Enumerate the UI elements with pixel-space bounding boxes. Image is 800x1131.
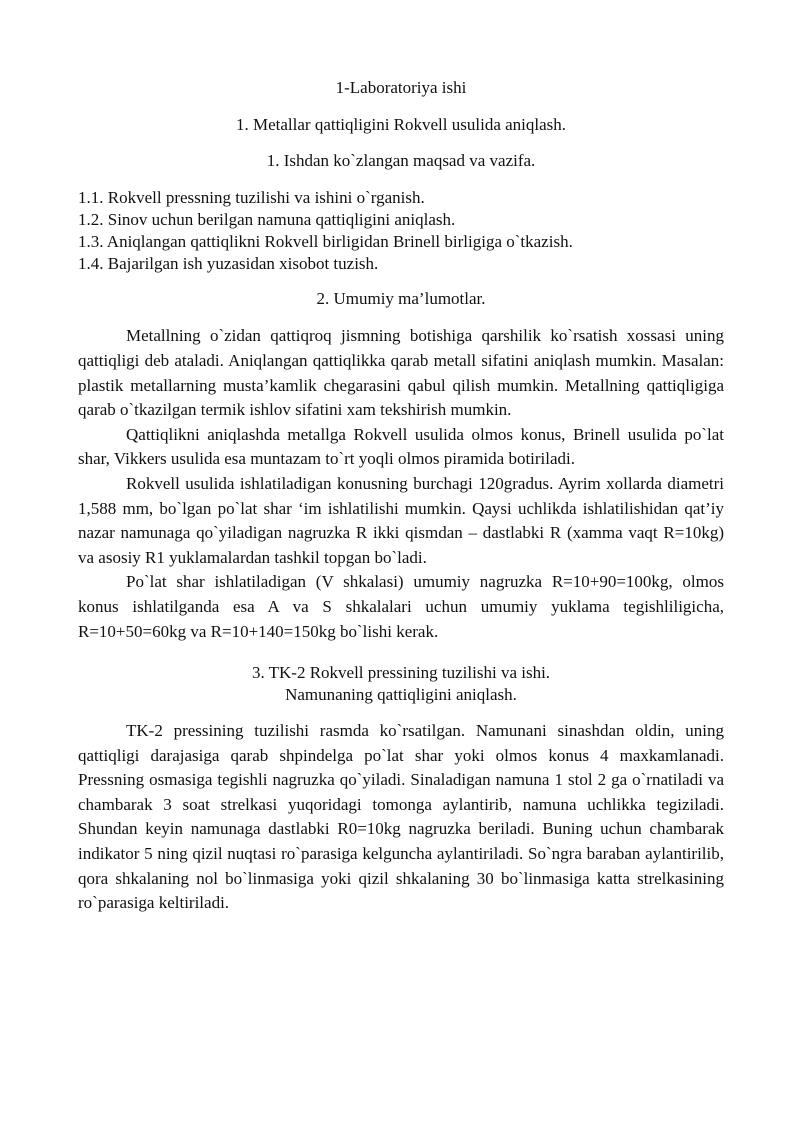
section2-paragraph: Qattiqlikni aniqlashda metallga Rokvell usulida olmos konus, Brinell usulida po`lat shar, Vikkers usulida esa muntazam to`rt yoqli olmos piramida botiriladi. bbox=[78, 424, 724, 469]
section1-title: 1. Ishdan ko`zlangan maqsad va vazifa. bbox=[266, 151, 536, 171]
section3-title-line2: Namunaning qattiqligini aniqlash. bbox=[285, 685, 517, 705]
topic-title: 1. Metallar qattiqligini Rokvell usulida aniqlash. bbox=[235, 114, 567, 134]
objective-item: 1.2. Sinov uchun berilgan namuna qattiqligini aniqlash. bbox=[78, 209, 456, 229]
lab-title: 1-Laboratoriya ishi bbox=[335, 78, 467, 97]
document-page bbox=[78, 76, 724, 916]
section3-title-line1: 3. TK-2 Rokvell pressining tuzilishi va ishi. bbox=[251, 663, 551, 683]
section3-title bbox=[78, 662, 724, 706]
section2-paragraph: Metallning o`zidan qattiqroq jismning botishiga qarshilik ko`rsatish xossasi uning qattiqligi deb ataladi. Aniqlangan qattiqlikka qarab metall sifatini aniqlash mumkin. Masalan: plastik metallarning musta’kamlik chegarasini qabul qilish mumkin. Metallning qattiqligiga qarab o`tkazilgan termik ishlov sifatini xam tekshirish mumkin. bbox=[78, 326, 724, 420]
objective-item: 1.3. Aniqlangan qattiqlikni Rokvell birligidan Brinell birligiga o`tkazish. bbox=[78, 231, 573, 251]
section3-paragraph: TK-2 pressining tuzilishi rasmda ko`rsatilgan. Namunani sinashdan oldin, uning qattiqligi darajasiga qarab shpindelga po`lat shar yoki olmos konus 4 maxkamlanadi. Pressning osmasiga tegishli nagruzka qo`yiladi. Sinaladigan namuna 1 stol 2 ga o`rnatiladi va chambarak 3 soat strelkasi yuqoridagi tomonga aylantirib, namuna uchlikka tegiziladi. Shundan keyin namunaga dastlabki R0=10kg nagruzka beriladi. Buning uchun chambarak indikator 5 ning qizil nuqtasi ro`parasiga kelguncha aylantiriladi. So`ngra baraban aylantirilib, qora shkalaning nol bo`linmasiga yoki qizil shkalaning 30 bo`linmasiga katta strelkasining ro`parasiga keltiriladi. bbox=[78, 721, 724, 913]
section2-paragraph: Rokvell usulida ishlatiladigan konusning burchagi 120gradus. Ayrim xollarda diametri 1,588 mm, bo`lgan po`lat shar ‘im ishlatilishi mumkin. Qaysi uchlikda ishlatilishidan qat’iy nazar namunaga qo`yiladigan nagruzka R ikki qismdan – dastlabki R (xamma vaqt R=10kg) va asosiy R1 yuklamalardan tashkil topgan bo`ladi. bbox=[78, 473, 724, 567]
section2-paragraph: Po`lat shar ishlatiladigan (V shkalasi) umumiy nagruzka R=10+90=100kg, olmos konus ishlatilganda esa A va S shkalalari uchun umumiy yuklama tegishliligicha, R=10+50=60kg va R=10+140=150kg bo`lishi kerak. bbox=[78, 572, 724, 641]
objective-item: 1.4. Bajarilgan ish yuzasidan xisobot tuzish. bbox=[78, 253, 379, 273]
objectives-list bbox=[78, 187, 724, 275]
section2-title: 2. Umumiy ma’lumotlar. bbox=[316, 288, 486, 308]
objective-item: 1.1. Rokvell pressning tuzilishi va ishini o`rganish. bbox=[78, 187, 425, 207]
